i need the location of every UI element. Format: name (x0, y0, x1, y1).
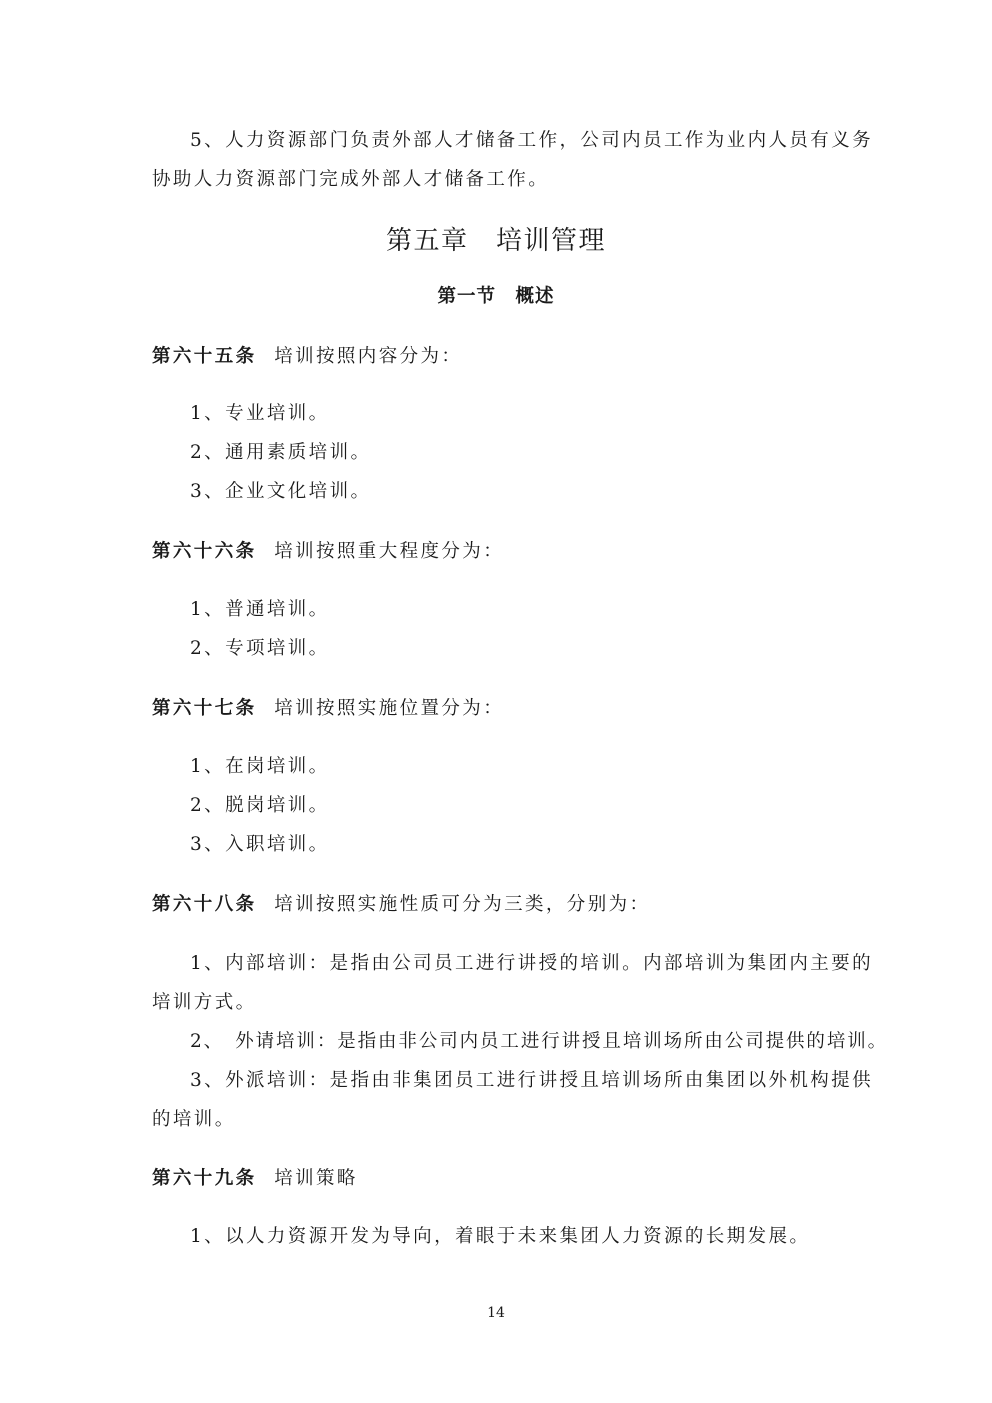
list-item: 2、 外请培训：是指由非公司内员工进行讲授且培训场所由公司提供的培训。 (190, 1031, 889, 1052)
article-66 (152, 543, 504, 562)
article-label: 第六十九条 (152, 1168, 257, 1189)
section-title: 第一节 概述 (437, 286, 555, 307)
article-title: 培训按照实施位置分为： (274, 698, 505, 719)
article-title: 培训按照实施性质可分为三类，分别为： (274, 894, 651, 915)
intro-line-1: 5、人力资源部门负责外部人才储备工作，公司内员工作为业内人员有义务 (190, 130, 873, 151)
page-number: 14 (487, 1305, 505, 1321)
article-title: 培训按照内容分为： (274, 346, 463, 367)
list-item: 培训方式。 (152, 992, 257, 1013)
list-item: 1、在岗培训。 (190, 756, 330, 777)
list-item: 1、普通培训。 (190, 599, 330, 620)
list-item: 的培训。 (152, 1109, 236, 1130)
chapter-title: 第五章 培训管理 (385, 226, 606, 256)
list-item: 1、以人力资源开发为导向，着眼于未来集团人力资源的长期发展。 (190, 1226, 811, 1247)
article-68 (152, 896, 650, 915)
intro-line-2: 协助人力资源部门完成外部人才储备工作。 (152, 169, 550, 190)
list-item: 3、入职培训。 (190, 834, 330, 855)
list-item: 2、专项培训。 (190, 638, 330, 659)
article-label: 第六十五条 (152, 346, 257, 367)
article-67 (152, 700, 504, 719)
article-label: 第六十八条 (152, 894, 257, 915)
article-label: 第六十七条 (152, 698, 257, 719)
list-item: 1、内部培训：是指由公司员工进行讲授的培训。内部培训为集团内主要的 (190, 953, 873, 974)
list-item: 2、脱岗培训。 (190, 795, 330, 816)
list-item: 1、专业培训。 (190, 403, 330, 424)
article-title: 培训策略 (274, 1168, 358, 1189)
list-item: 3、企业文化培训。 (190, 481, 372, 502)
list-item: 3、外派培训：是指由非集团员工进行讲授且培训场所由集团以外机构提供 (190, 1070, 873, 1091)
article-65 (152, 348, 462, 367)
article-69 (152, 1170, 358, 1189)
article-label: 第六十六条 (152, 541, 257, 562)
list-item: 2、通用素质培训。 (190, 442, 372, 463)
article-title: 培训按照重大程度分为： (274, 541, 505, 562)
